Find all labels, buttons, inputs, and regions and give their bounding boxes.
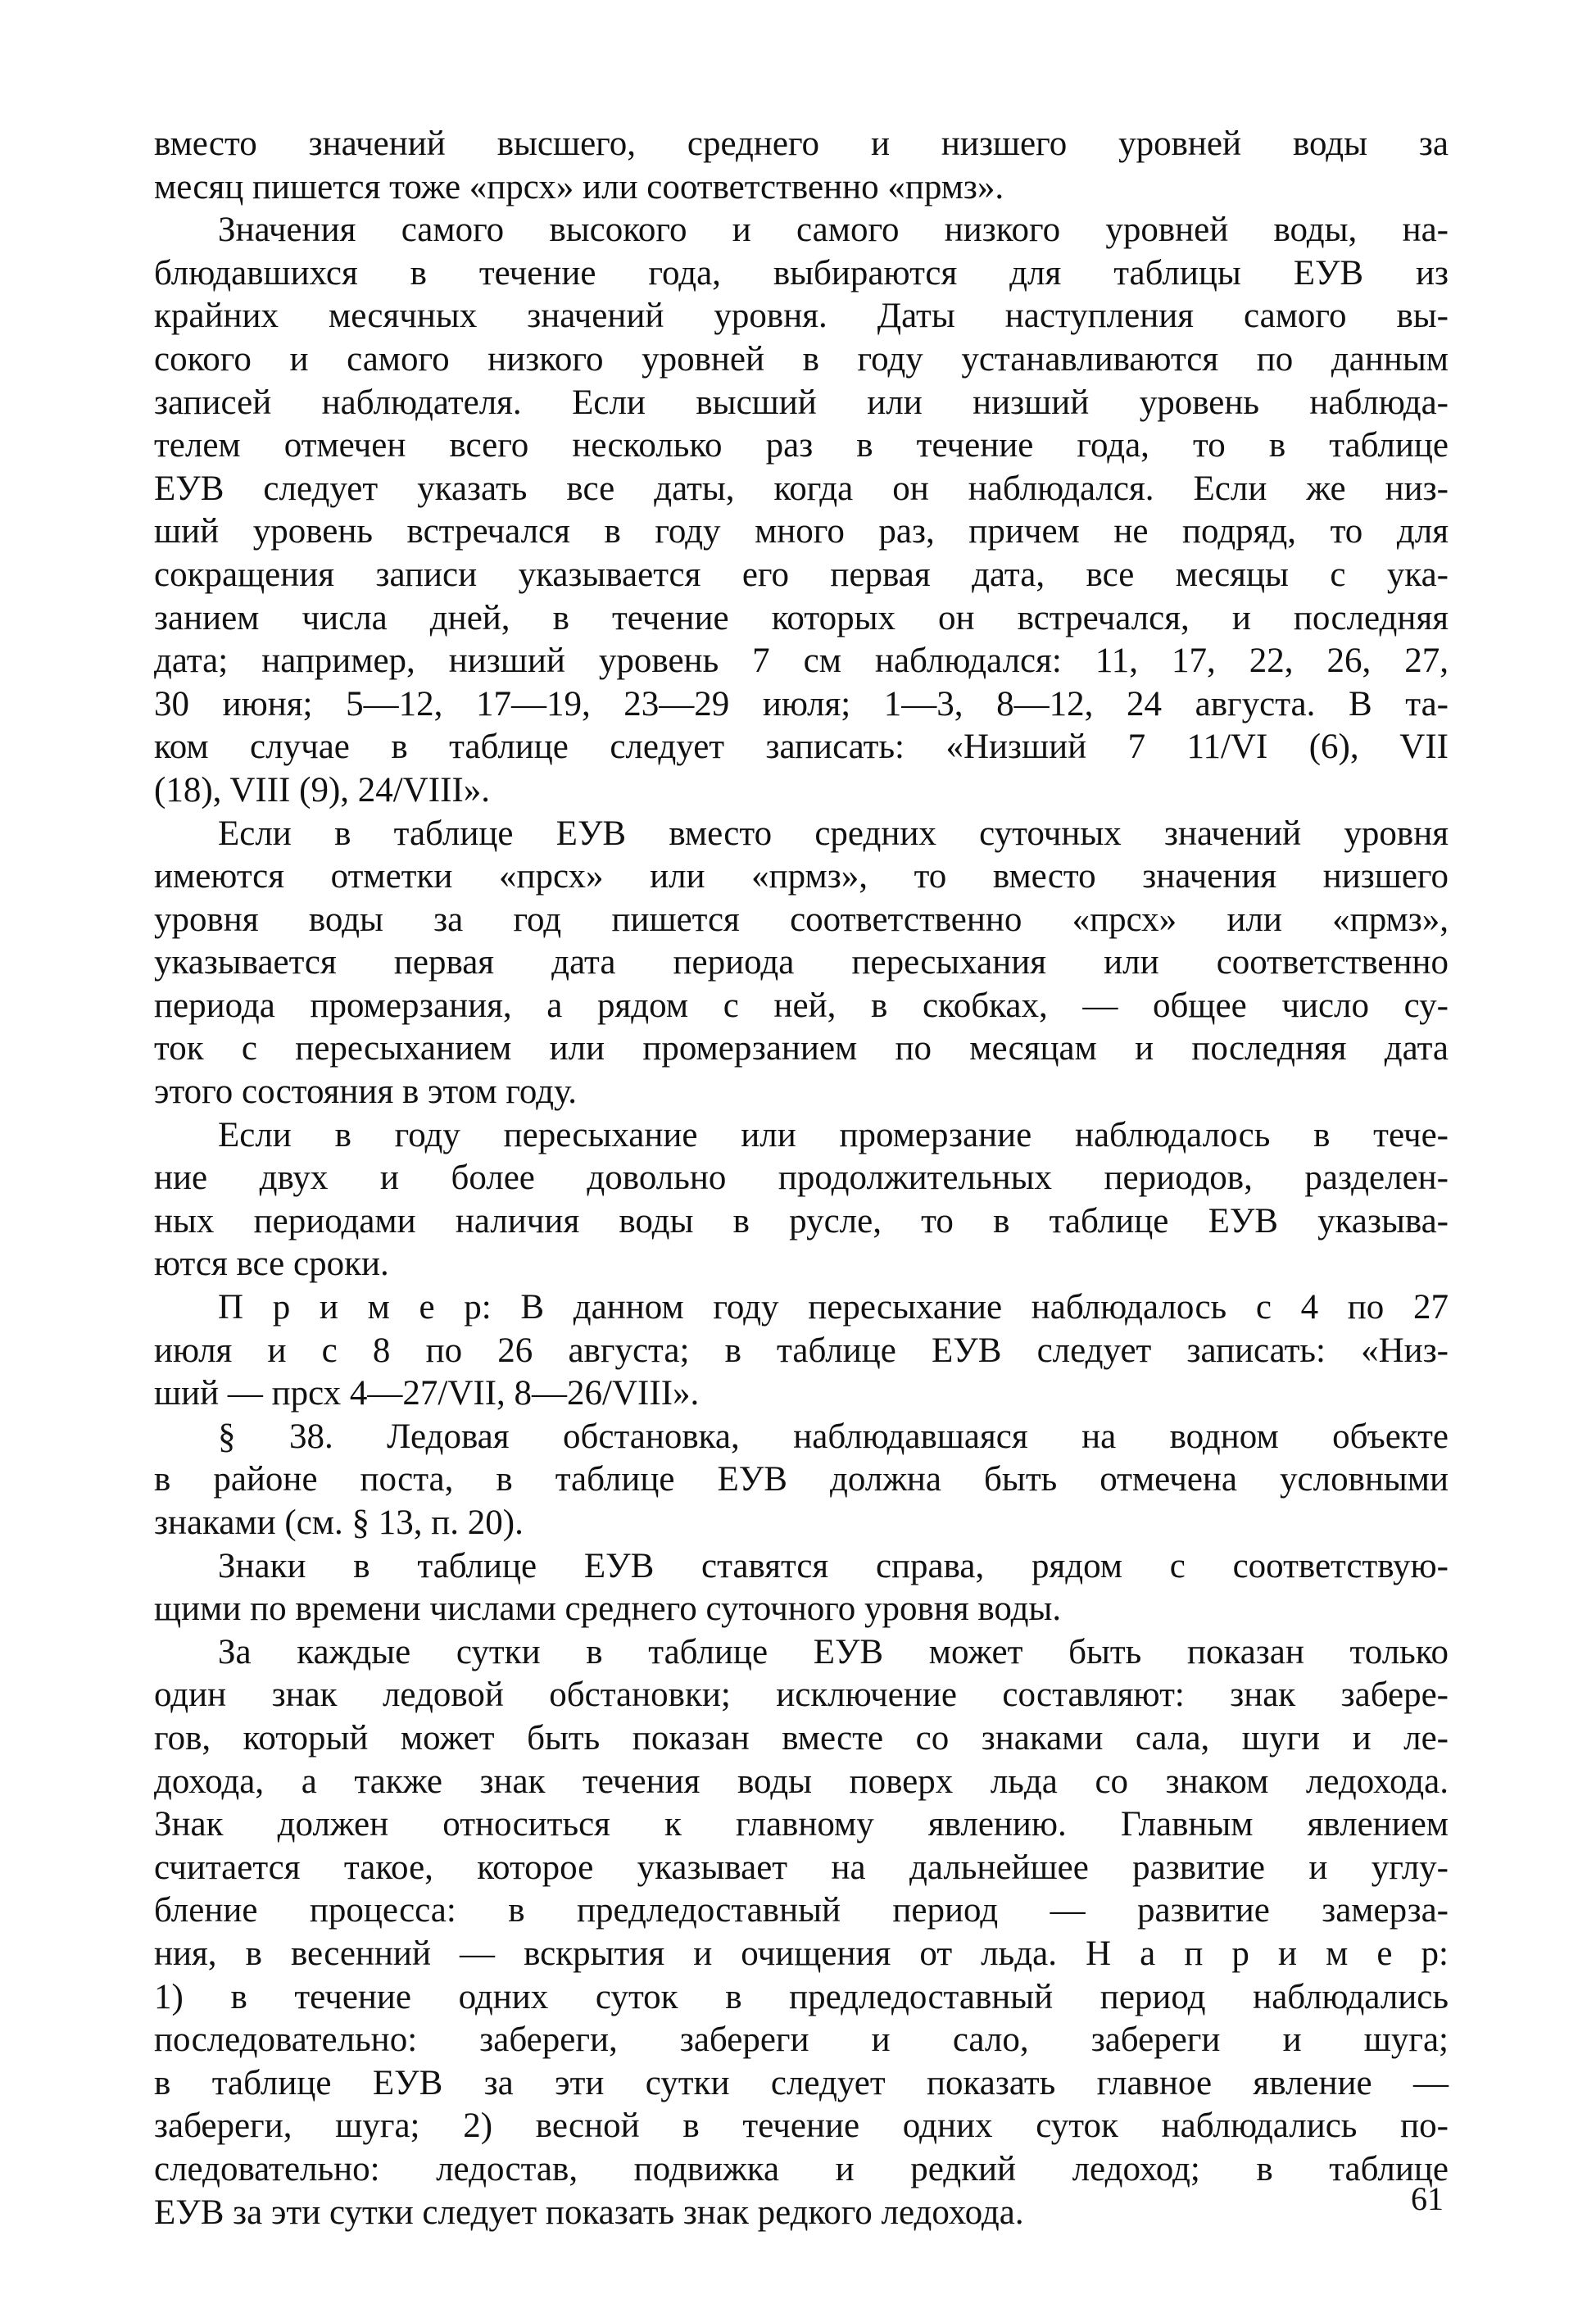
text-line: вместо значений высшего, среднего и низшего уровней воды за bbox=[154, 125, 1449, 163]
text-line: ние двух и более довольно продолжительных периодов, разделен- bbox=[154, 1159, 1449, 1198]
text-line: ЕУВ следует указать все даты, когда он наблюдался. Если же низ- bbox=[154, 469, 1449, 508]
paragraph bbox=[154, 1545, 1449, 1631]
text-line: гов, который может быть показан вместе со знаками сала, шуги и ле- bbox=[154, 1718, 1449, 1757]
document-page bbox=[154, 123, 1449, 2234]
text-line: последовательно: забереги, забереги и сало, забереги и шуга; bbox=[154, 2020, 1449, 2060]
text-line: этого состояния в этом году. bbox=[154, 1073, 577, 1112]
text-line: телем отмечен всего несколько раз в течение года, то в таблице bbox=[154, 426, 1449, 465]
text-line: в таблице ЕУВ за эти сутки следует показать главное явление — bbox=[154, 2063, 1449, 2102]
text-line: блюдавшихся в течение года, выбираются для таблицы ЕУВ из bbox=[154, 253, 1449, 293]
paragraph bbox=[154, 1286, 1449, 1416]
paragraph bbox=[154, 1416, 1449, 1545]
text-line: ший уровень встречался в году много раз, причем не подряд, то для bbox=[154, 512, 1449, 551]
text-line: указывается первая дата периода пересыхания или соответственно bbox=[154, 943, 1449, 982]
text-line: § 38. Ледовая обстановка, наблюдавшаяся на водном объекте bbox=[218, 1417, 1449, 1456]
text-line: ются все сроки. bbox=[154, 1245, 389, 1284]
text-line: бление процесса: в предледоставный период — развитие замерза- bbox=[154, 1891, 1449, 1930]
text-line: уровня воды за год пишется соответственно «прсх» или «прмз», bbox=[154, 900, 1449, 939]
text-line: ток с пересыханием или промерзанием по месяцам и последняя дата bbox=[154, 1029, 1449, 1068]
paragraph bbox=[154, 813, 1449, 1114]
paragraph bbox=[154, 123, 1449, 209]
text-line: ния, в весенний — вскрытия и очищения от льда. Н а п р и м е р: bbox=[154, 1934, 1449, 1973]
text-line: (18), VIII (9), 24/VIII». bbox=[154, 770, 490, 810]
paragraph bbox=[154, 1114, 1449, 1286]
text-line: в районе поста, в таблице ЕУВ должна быть отмечена условными bbox=[154, 1460, 1449, 1499]
text-line: 30 июня; 5—12, 17—19, 23—29 июля; 1—3, 8—12, 24 августа. В та- bbox=[154, 684, 1449, 723]
text-line: сокого и самого низкого уровней в году устанавливаются по данным bbox=[154, 339, 1449, 379]
text-line: дохода, а также знак течения воды поверх льда со знаком ледохода. bbox=[154, 1762, 1449, 1801]
text-line: месяц пишется тоже «прсх» или соответственно «прмз». bbox=[154, 167, 1004, 206]
page-number: 61 bbox=[1411, 2180, 1444, 2217]
text-line: За каждые сутки в таблице ЕУВ может быть показан только bbox=[218, 1632, 1449, 1671]
text-line: следовательно: ледостав, подвижка и редкий ледоход; в таблице bbox=[154, 2149, 1449, 2188]
text-line: П р и м е р: В данном году пересыхание наблюдалось с 4 по 27 bbox=[218, 1288, 1449, 1327]
text-line: щими по времени числами среднего суточного уровня воды. bbox=[154, 1590, 1062, 1629]
text-line: записей наблюдателя. Если высший или низший уровень наблюда- bbox=[154, 383, 1449, 422]
text-line: 1) в течение одних суток в предледоставный период наблюдались bbox=[154, 1977, 1449, 2016]
text-line: Если в таблице ЕУВ вместо средних суточных значений уровня bbox=[218, 814, 1449, 853]
paragraph bbox=[154, 1631, 1449, 2234]
text-line: имеются отметки «прсх» или «прмз», то вместо значения низшего bbox=[154, 857, 1449, 896]
text-line: занием числа дней, в течение которых он встречался, и последняя bbox=[154, 598, 1449, 637]
text-line: забереги, шуга; 2) весной в течение одних суток наблюдались по- bbox=[154, 2107, 1449, 2146]
text-line: Значения самого высокого и самого низкого уровней воды, на- bbox=[218, 211, 1449, 250]
text-line: ЕУВ за эти сутки следует показать знак редкого ледохода. bbox=[154, 2193, 1024, 2232]
text-line: считается такое, которое указывает на дальнейшее развитие и углу- bbox=[154, 1848, 1449, 1887]
text-line: периода промерзания, а рядом с ней, в скобках, — общее число су- bbox=[154, 986, 1449, 1025]
text-line: Знак должен относиться к главному явлению. Главным явлением bbox=[154, 1805, 1449, 1844]
text-line: крайних месячных значений уровня. Даты наступления самого вы- bbox=[154, 297, 1449, 336]
text-line: ком случае в таблице следует записать: «Низший 7 11/VI (6), VII bbox=[154, 728, 1449, 767]
paragraph bbox=[154, 209, 1449, 812]
text-line: Если в году пересыхание или промерзание наблюдалось в тече- bbox=[218, 1115, 1449, 1154]
text-line: сокращения записи указывается его первая дата, все месяцы с ука- bbox=[154, 555, 1449, 594]
text-line: июля и с 8 по 26 августа; в таблице ЕУВ следует записать: «Низ- bbox=[154, 1331, 1449, 1370]
text-line: ший — прсх 4—27/VII, 8—26/VIII». bbox=[154, 1374, 700, 1413]
text-line: один знак ледовой обстановки; исключение составляют: знак забере- bbox=[154, 1676, 1449, 1715]
text-line: знаками (см. § 13, п. 20). bbox=[154, 1503, 524, 1542]
text-line: Знаки в таблице ЕУВ ставятся справа, рядом с соответствую- bbox=[218, 1546, 1449, 1585]
text-line: дата; например, низший уровень 7 см наблюдался: 11, 17, 22, 26, 27, bbox=[154, 642, 1449, 681]
text-line: ных периодами наличия воды в русле, то в таблице ЕУВ указыва- bbox=[154, 1201, 1449, 1240]
